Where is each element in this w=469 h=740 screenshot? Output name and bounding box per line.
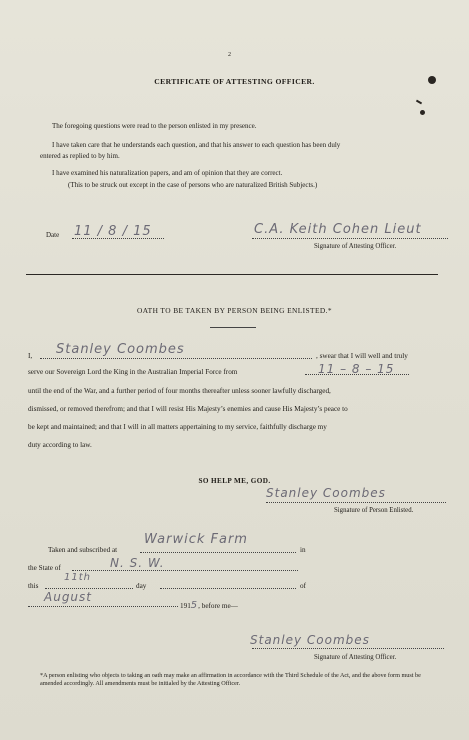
signature-line <box>252 648 444 649</box>
name-field-line <box>40 358 312 359</box>
footnote: *A person enlisting who objects to taking an oath may make an affirmation in accordance with the Third Schedule of the Act, and the above form must be amended accordingly. All amendments must be initialed by the Attesting Officer. <box>40 672 421 688</box>
oath-line: duty according to law. <box>28 441 92 449</box>
certificate-paragraph: The foregoing questions were read to the person enlisted in my presence. <box>52 122 257 130</box>
state-label: the State of <box>28 564 61 572</box>
day-label: day <box>136 582 147 590</box>
page-number: 2 <box>228 52 231 58</box>
day-value: 11th <box>64 572 91 583</box>
taken-label: Taken and subscribed at <box>48 546 118 554</box>
year-prefix: 191 <box>180 602 191 610</box>
title-underline <box>210 327 256 328</box>
place-field-line <box>140 552 296 553</box>
place-value: Warwick Farm <box>144 532 248 547</box>
before-me-text: , before me— <box>198 602 238 610</box>
state-value: N. S. W. <box>110 556 165 570</box>
section-divider <box>26 274 438 275</box>
from-date-value: 11 – 8 – 15 <box>318 362 395 376</box>
blank-field-line <box>160 588 296 589</box>
year-value: 5 <box>190 600 199 611</box>
signature-caption: Signature of Attesting Officer. <box>314 654 397 661</box>
oath-title: OATH TO BE TAKEN BY PERSON BEING ENLISTED.* <box>137 306 332 315</box>
date-value: 11 / 8 / 15 <box>74 224 152 239</box>
oath-line: I, <box>28 352 33 360</box>
month-field-line <box>28 606 178 607</box>
signature-caption: Signature of Attesting Officer. <box>314 243 397 250</box>
in-label: in <box>300 546 306 554</box>
certificate-paragraph: I have examined his naturalization papers, and am of opinion that they are correct. <box>52 169 283 177</box>
oath-line: dismissed, or removed therefrom; and that I will resist His Majesty’s enemies and cause His Majesty’s peace to <box>28 405 348 413</box>
this-label: this <box>28 582 39 590</box>
oath-line: until the end of the War, and a further period of four months thereafter unless sooner lawfully discharged, <box>28 387 331 395</box>
attesting-officer-signature: C.A. Keith Cohen Lieut <box>254 222 422 237</box>
signature-caption: Signature of Person Enlisted. <box>334 507 414 514</box>
date-label: Date <box>46 231 60 239</box>
signature-line <box>252 238 448 239</box>
certificate-paragraph: I have taken care that he understands each question, and that his answer to each question has been duly <box>52 141 341 149</box>
month-value: August <box>44 590 92 604</box>
ink-blot <box>420 110 425 115</box>
attesting-officer-signature: Stanley Coombes <box>250 633 370 647</box>
ink-mark <box>416 100 422 105</box>
oath-line: , swear that I will well and truly <box>316 352 408 360</box>
certificate-title: CERTIFICATE OF ATTESTING OFFICER. <box>154 77 315 86</box>
oath-line: serve our Sovereign Lord the King in the Australian Imperial Force from <box>28 368 238 376</box>
certificate-note: (This to be struck out except in the case of persons who are naturalized British Subjects.) <box>68 181 318 189</box>
enlistee-name: Stanley Coombes <box>56 342 185 357</box>
certificate-paragraph: entered as replied to by him. <box>40 152 120 160</box>
state-field-line <box>72 570 298 571</box>
of-label: of <box>300 582 306 590</box>
oath-line: be kept and maintained; and that I will in all matters appertaining to my service, faithfully discharge my <box>28 423 327 431</box>
signature-line <box>266 502 446 503</box>
oath-closing: SO HELP ME, GOD. <box>198 477 271 485</box>
day-field-line <box>45 588 133 589</box>
year-clause <box>180 600 238 611</box>
enlistee-signature: Stanley Coombes <box>266 486 386 500</box>
